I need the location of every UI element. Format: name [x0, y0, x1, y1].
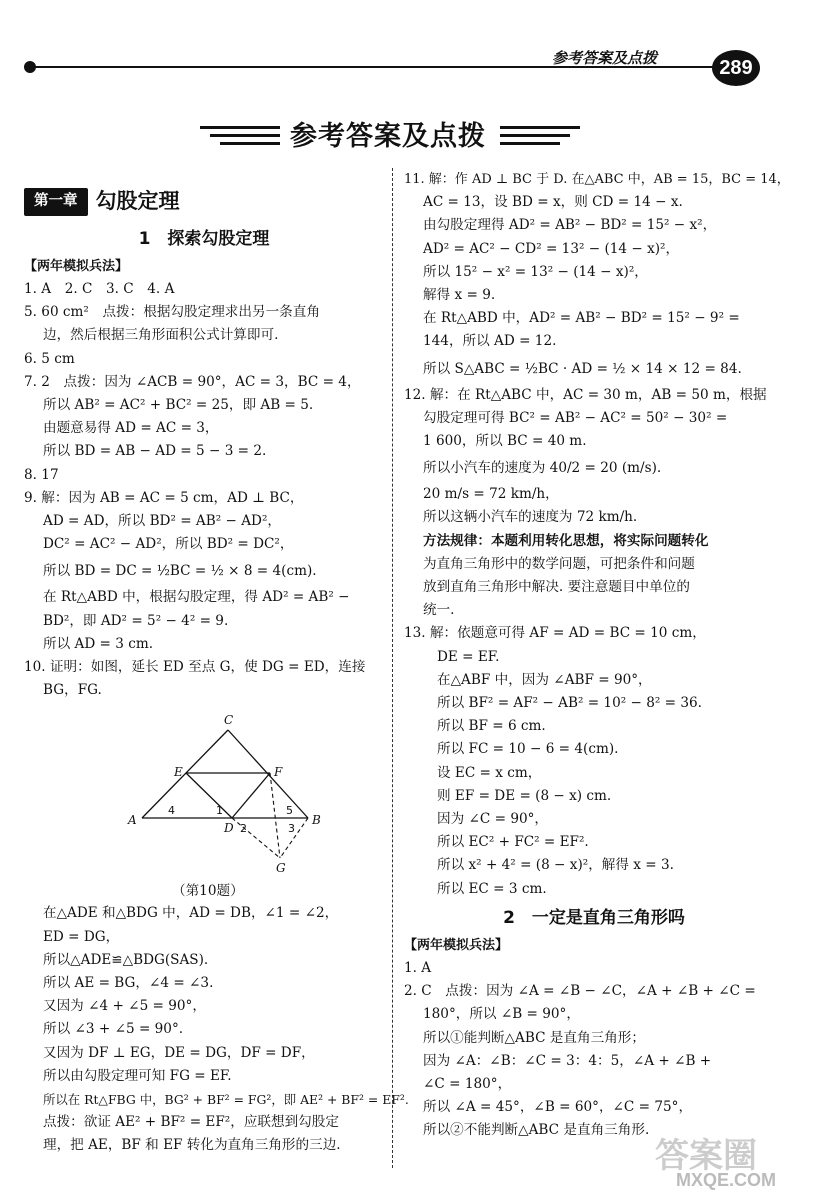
text-line: DE = EF.	[437, 648, 500, 665]
label-D: D	[224, 821, 234, 836]
text-line: 6. 5 cm	[24, 350, 75, 367]
angle-1: 1	[216, 804, 223, 818]
text-line: AD² = AC² − CD² = 13² − (14 − x)²，	[423, 240, 680, 257]
banner-title: 参考答案及点拨	[290, 121, 486, 152]
text-line: 所以 BF = 6 cm.	[437, 718, 546, 735]
text-line: 边，然后根据三角形面积公式计算即可.	[43, 327, 279, 344]
right-column	[404, 168, 790, 1143]
fraction-line: 所以 BD = DC = ½BC = ½ × 8 = 4(cm).	[43, 563, 317, 580]
text-line: 11. 解：作 AD ⊥ BC 于 D. 在△ABC 中，AB = 15，BC = 14，	[404, 172, 790, 187]
text-line: 所以△ADE≌△BDG(SAS).	[43, 951, 209, 968]
chapter-tag: 第一章	[24, 188, 88, 215]
geometry-diagram	[124, 708, 321, 878]
text-line: 所以 AE = BG，∠4 = ∠3.	[43, 975, 214, 992]
subheading: 【两年模拟兵法】	[24, 259, 129, 274]
subheading: 【两年模拟兵法】	[404, 937, 509, 953]
text-line: 所以 EC = 3 cm.	[437, 880, 547, 897]
label-F: F	[274, 765, 283, 780]
text-line: 1 600，所以 BC = 40 m.	[423, 433, 587, 450]
text-line: 点拨：欲证 AE² + BF² = EF²，应联想到勾股定	[43, 1114, 339, 1131]
watermark-url: MXQE.COM	[676, 1170, 777, 1190]
left-column	[24, 182, 409, 1158]
fraction-line: 所以小汽车的速度为 40/2 = 20 (m/s).	[423, 460, 662, 477]
text-line: 2. C 点拨：因为 ∠A = ∠B − ∠C，∠A + ∠B + ∠C =	[404, 983, 756, 1000]
text-line: 所以 x² + 4² = (8 − x)²，解得 x = 3.	[437, 857, 674, 874]
text-line: 7. 2 点拨：因为 ∠ACB = 90°，AC = 3，BC = 4，	[24, 373, 361, 390]
text-line: ED = DG，	[43, 928, 120, 945]
angle-2: 2	[240, 822, 247, 836]
text-line: 勾股定理可得 BC² = AB² − AC² = 50² − 30² =	[423, 409, 728, 426]
text-line: 1. A	[404, 959, 432, 976]
watermark-logo: 答案圈	[655, 1136, 757, 1176]
text-line: 144，所以 AD = 12.	[423, 333, 557, 350]
text-line: 所以 BD = AB − AD = 5 − 3 = 2.	[43, 443, 267, 460]
text-line: 解得 x = 9.	[423, 287, 496, 304]
text-line: 所以①能判断△ABC 是直角三角形；	[423, 1029, 645, 1046]
text-line: 180°，所以 ∠B = 90°，	[423, 1006, 580, 1023]
text-line: 放到直角三角形中解决. 要注意题目中单位的	[423, 579, 690, 596]
text-line: 所以这辆小汽车的速度为 72 km/h.	[423, 509, 638, 526]
text-line: 10. 证明：如图，延长 ED 至点 G，使 DG = ED，连接	[24, 659, 366, 676]
text-line: 在△ABF 中，因为 ∠ABF = 90°，	[437, 671, 652, 688]
text-line: ∠C = 180°，	[423, 1075, 512, 1092]
text-line: 5. 60 cm² 点拨：根据勾股定理求出另一条直角	[24, 304, 320, 321]
text-line: 设 EC = x cm，	[437, 764, 542, 781]
text-line: 9. 解：因为 AB = AC = 5 cm，AD ⊥ BC，	[24, 489, 304, 506]
section-title: 1 探索勾股定理	[138, 229, 270, 249]
angle-5: 5	[286, 804, 293, 818]
text-line: DC² = AC² − AD²，所以 BD² = DC²，	[43, 536, 294, 553]
label-A: A	[128, 813, 137, 828]
header-title: 参考答案及点拨	[552, 49, 658, 67]
text-line: BD²，即 AD² = 5² − 4² = 9.	[43, 612, 229, 629]
text-line: 在 Rt△ABD 中，根据勾股定理，得 AD² = AB² −	[43, 589, 350, 606]
text-line: 由勾股定理得 AD² = AB² − BD² = 15² − x²，	[423, 217, 717, 234]
figure-10	[24, 702, 384, 902]
text-line: 所以 AD = 3 cm.	[43, 635, 154, 652]
text-line: AD = AD，所以 BD² = AB² − AD²，	[43, 513, 281, 530]
text-line: 在 Rt△ABD 中，AD² = AB² − BD² = 15² − 9² =	[423, 310, 740, 327]
label-G: G	[276, 861, 286, 876]
text-line: AC = 13，设 BD = x，则 CD = 14 − x.	[423, 194, 683, 211]
chapter-heading	[24, 182, 384, 222]
text-line: 所以②不能判断△ABC 是直角三角形.	[423, 1122, 650, 1139]
text-line: 统一.	[423, 602, 455, 619]
text-line: 所以由勾股定理可知 FG = EF.	[43, 1067, 232, 1084]
section-title: 2 一定是直角三角形吗	[503, 907, 685, 928]
text-line: 所以 FC = 10 − 6 = 4(cm).	[437, 741, 619, 758]
text-line: 则 EF = DE = (8 − x) cm.	[437, 787, 612, 804]
text-line: 所以 ∠A = 45°，∠B = 60°，∠C = 75°，	[423, 1099, 693, 1116]
label-C: C	[224, 713, 234, 728]
text-line: 又因为 DF ⊥ EG，DE = DG，DF = DF，	[43, 1044, 315, 1061]
text-line: 所以在 Rt△FBG 中，BG² + BF² = FG²，即 AE² + BF² = EF².	[43, 1092, 409, 1108]
chapter-title: 勾股定理	[95, 189, 180, 214]
text-line: 方法规律：本题利用转化思想，将实际问题转化	[423, 532, 709, 549]
angle-4: 4	[168, 804, 175, 818]
column-divider	[392, 168, 393, 1168]
text-line: 因为 ∠A：∠B：∠C = 3：4：5，∠A + ∠B +	[423, 1052, 712, 1069]
text-line: 13. 解：依题意可得 AF = AD = BC = 10 cm，	[404, 625, 706, 642]
label-E: E	[174, 765, 183, 780]
text-line: 20 m/s = 72 km/h，	[423, 486, 559, 503]
text-line: 1. A 2. C 3. C 4. A	[24, 281, 175, 297]
figure-caption: （第10题）	[172, 883, 244, 900]
text-line: 所以 EC² + FC² = EF².	[437, 834, 589, 851]
text-line: BG，FG.	[43, 682, 102, 699]
text-line: 由题意易得 AD = AC = 3，	[43, 420, 219, 437]
text-line: 所以 ∠3 + ∠5 = 90°.	[43, 1021, 184, 1038]
page-number: 289	[712, 50, 760, 86]
text-line: 所以 BF² = AF² − AB² = 10² − 8² = 36.	[437, 695, 702, 712]
label-B: B	[312, 813, 321, 828]
text-line: 12. 解：在 Rt△ABC 中，AC = 30 m，AB = 50 m，根据	[404, 386, 767, 403]
text-line: 因为 ∠C = 90°，	[437, 811, 549, 828]
text-line: 所以 15² − x² = 13² − (14 − x)²，	[423, 263, 648, 280]
text-line: 又因为 ∠4 + ∠5 = 90°，	[43, 998, 206, 1015]
fraction-line: 所以 S△ABC = ½BC · AD = ½ × 14 × 12 = 84.	[423, 360, 742, 377]
angle-3: 3	[288, 822, 295, 836]
text-line: 在△ADE 和△BDG 中，AD = DB，∠1 = ∠2，	[43, 905, 339, 922]
text-line: 为直角三角形中的数学问题，可把条件和问题	[423, 555, 695, 572]
text-line: 8. 17	[24, 466, 59, 483]
text-line: 理，把 AE，BF 和 EF 转化为直角三角形的三边.	[43, 1137, 341, 1154]
text-line: 所以 AB² = AC² + BC² = 25，即 AB = 5.	[43, 397, 314, 414]
